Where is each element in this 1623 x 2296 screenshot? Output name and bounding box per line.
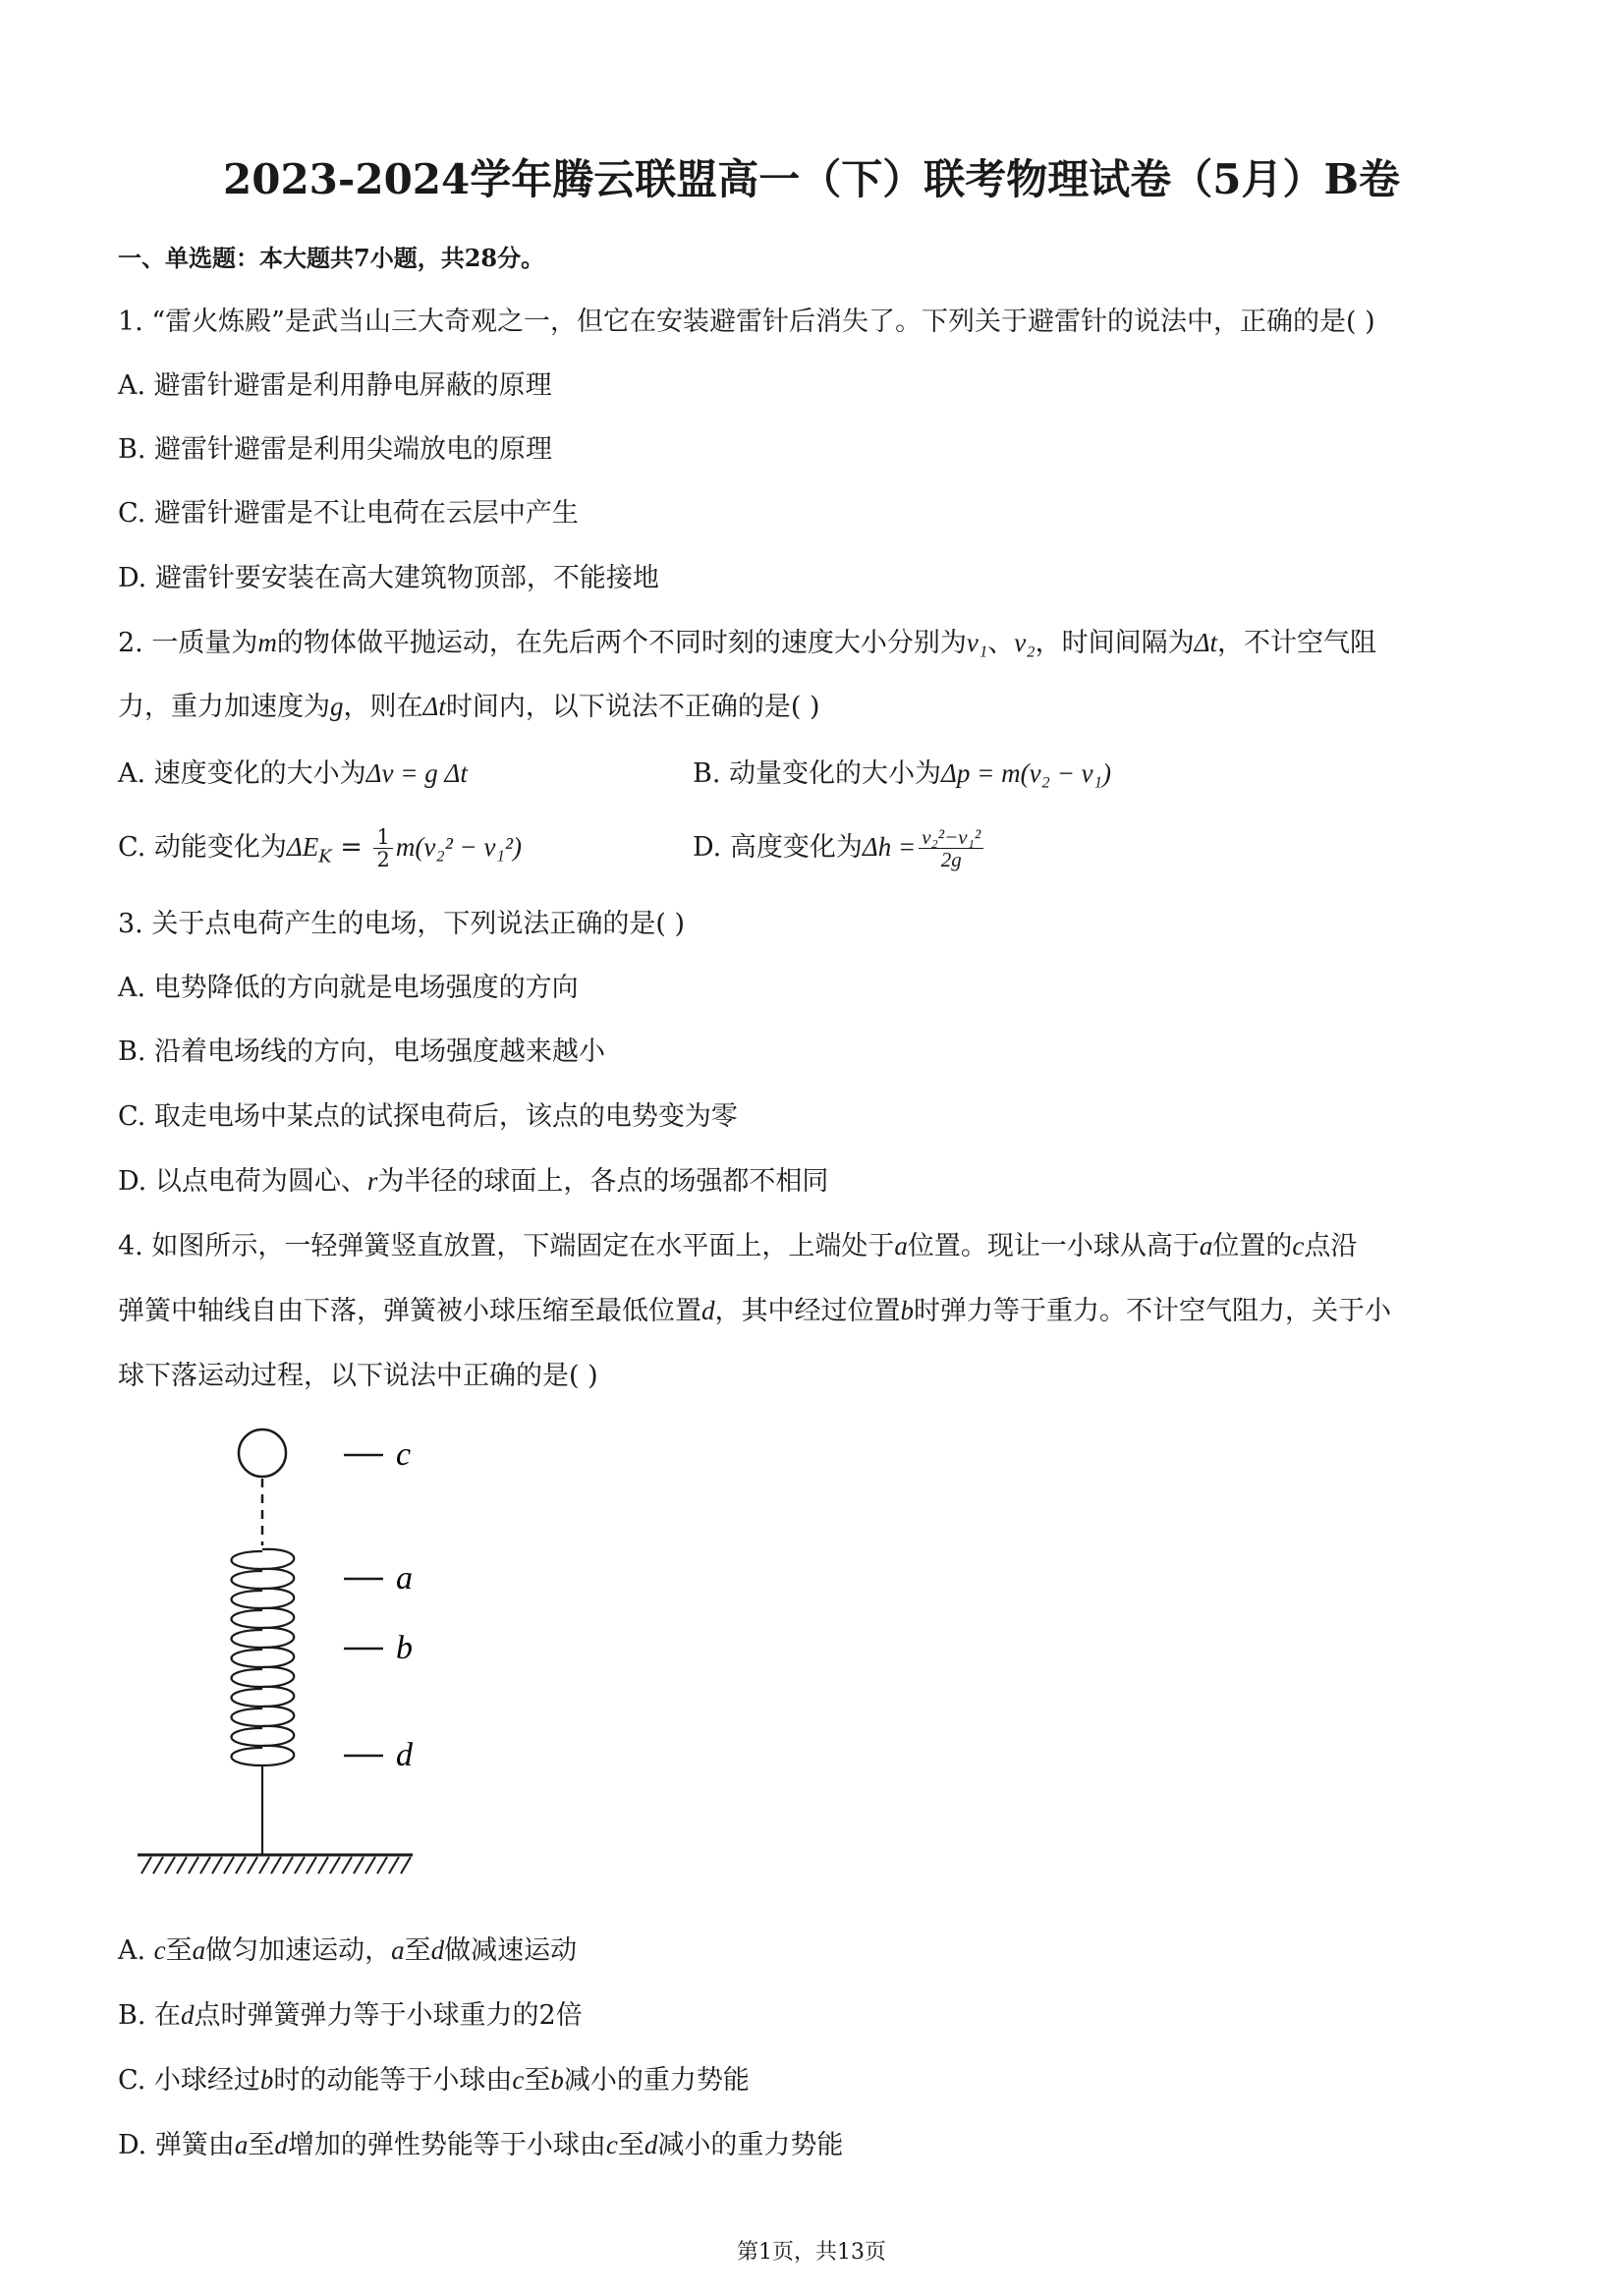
- page-title: 2023-2024学年腾云联盟高一（下）联考物理试卷（5月）B卷: [223, 155, 1400, 203]
- page-footer: 第1页，共13页: [737, 2240, 886, 2265]
- q1-stem: 1. “雷火炼殿”是武当山三大奇观之一，但它在安装避雷针后消失了。下列关于避雷针的说法中，正确的是( ): [118, 307, 1375, 337]
- q4-stem-line1: 4. 如图所示，一轻弹簧竖直放置，下端固定在水平面上，上端处于a位置。现让一小球从高于a位置的c点沿: [118, 1231, 1358, 1261]
- q1-option-d: D. 避雷针要安装在高大建筑物顶部，不能接地: [118, 563, 659, 593]
- q3-option-b: B. 沿着电场线的方向，电场强度越来越小: [118, 1036, 606, 1067]
- q3-option-c: C. 取走电场中某点的试探电荷后，该点的电势变为零: [118, 1101, 738, 1132]
- q4-option-c: C. 小球经过b时的动能等于小球由c至b减小的重力势能: [118, 2065, 750, 2096]
- spring-diagram: [128, 1420, 472, 1891]
- q1-option-c: C. 避雷针避雷是不让电荷在云层中产生: [118, 498, 579, 529]
- q4-stem-line2: 弹簧中轴线自由下落，弹簧被小球压缩至最低位置d，其中经过位置b时弹力等于重力。不计空气阻力，关于小: [118, 1296, 1391, 1326]
- spring-coils: [232, 1549, 295, 1855]
- fraction-height: $\frac{\text{v₂²−v₁²}}{2g}$: [919, 826, 983, 870]
- section-heading: 一、单选题：本大题共7小题，共28分。: [118, 244, 545, 272]
- q2-option-d: D. 高度变化为Δh = $\frac{\text{v₂²−v₁²}}{2g}$: [693, 825, 986, 870]
- q4-option-a: A. c至a做匀加速运动，a至d做减速运动: [118, 1935, 578, 1966]
- q3-option-d: D. 以点电荷为圆心、r为半径的球面上，各点的场强都不相同: [118, 1166, 829, 1197]
- fraction-half: $\frac{1}{2}$: [373, 826, 392, 870]
- q1-option-a: A. 避雷针避雷是利用静电屏蔽的原理: [118, 370, 552, 401]
- ball-circle: [239, 1429, 286, 1477]
- q2-option-a: A. 速度变化的大小为Δv = g Δt: [118, 758, 468, 789]
- q4-option-d: D. 弹簧由a至d增加的弹性势能等于小球由c至d减小的重力势能: [118, 2130, 844, 2160]
- label-d: d: [396, 1737, 413, 1773]
- q4-option-b: B. 在d点时弹簧弹力等于小球重力的2倍: [118, 2000, 583, 2031]
- spring-figure: [128, 1420, 472, 1891]
- label-a: a: [396, 1560, 413, 1596]
- q2-stem-line1: 2. 一质量为m的物体做平抛运动，在先后两个不同时刻的速度大小分别为v₁、v₂，时间间隔为Δt，不计空气阻: [118, 628, 1376, 658]
- label-markers: [344, 1455, 383, 1756]
- q3-option-a: A. 电势降低的方向就是电场强度的方向: [118, 973, 579, 1003]
- q1-option-b: B. 避雷针避雷是利用尖端放电的原理: [118, 434, 553, 465]
- label-b: b: [396, 1630, 413, 1666]
- label-c: c: [396, 1436, 412, 1473]
- q4-stem-line3: 球下落运动过程，以下说法中正确的是( ): [118, 1361, 598, 1391]
- q2-stem-line2: 力，重力加速度为g，则在Δt时间内，以下说法不正确的是( ): [118, 692, 820, 722]
- ground-hatching: [141, 1857, 411, 1874]
- q2-option-c: C. 动能变化为$\Delta E_K$ = $\frac{1}{2}$ m(v₂² − v₁²): [118, 824, 522, 871]
- q3-stem: 3. 关于点电荷产生的电场，下列说法正确的是( ): [118, 909, 685, 939]
- q2-option-b: B. 动量变化的大小为Δp = m(v₂ − v₁): [693, 758, 1112, 789]
